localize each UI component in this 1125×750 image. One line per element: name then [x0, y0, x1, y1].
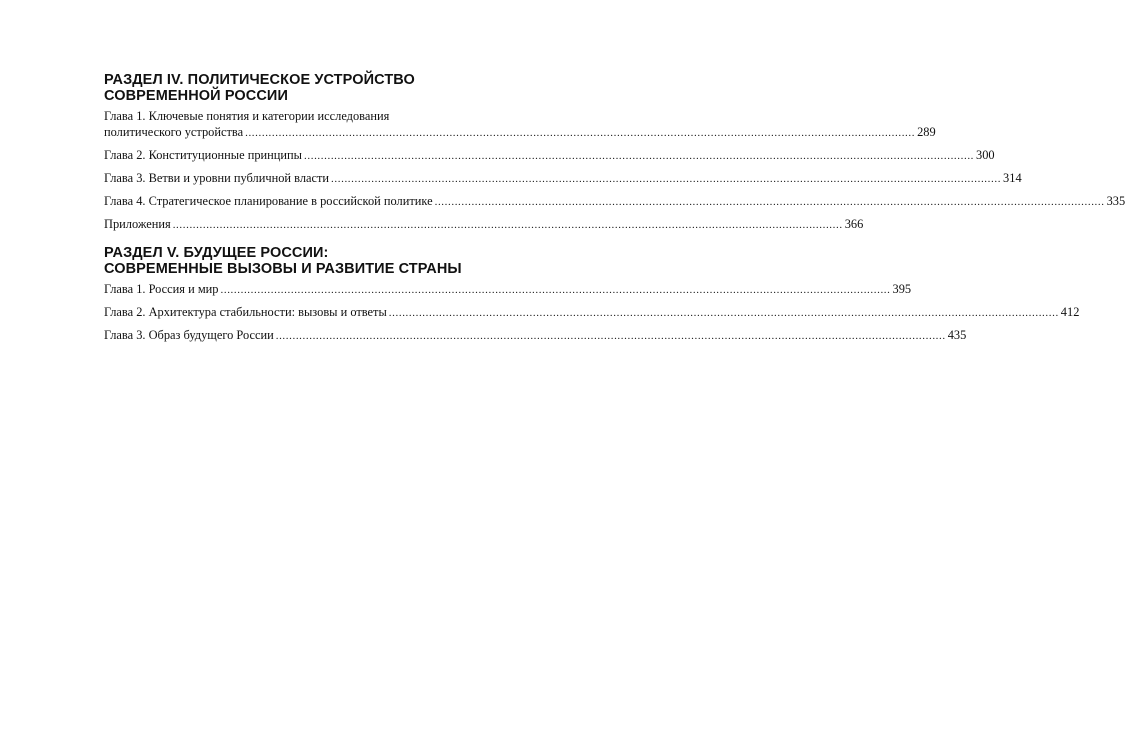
- toc-entry-line: [104, 304, 1080, 321]
- toc-entry[interactable]: [104, 147, 995, 164]
- toc-entry[interactable]: [104, 193, 1125, 210]
- dot-leader: ........................................................................................................................................................................................................: [172, 219, 843, 231]
- toc-entry-line: [104, 327, 967, 344]
- dot-leader: ........................................................................................................................................................................................................: [331, 173, 1002, 185]
- toc-entry-title: Глава 4. Стратегическое планирование в российской политике: [104, 194, 433, 208]
- toc-entry-title: Глава 2. Архитектура стабильности: вызовы и ответы: [104, 305, 387, 319]
- section-heading-line: СОВРЕМЕННЫЕ ВЫЗОВЫ И РАЗВИТИЕ СТРАНЫ: [104, 261, 462, 277]
- toc-entry[interactable]: [104, 216, 864, 233]
- page-number: 412: [1060, 305, 1080, 319]
- toc-entry[interactable]: [104, 304, 1080, 321]
- dot-leader: ........................................................................................................................................................................................................: [434, 196, 1105, 208]
- page-number: 435: [947, 328, 967, 342]
- toc-entry-line: [104, 281, 912, 298]
- toc-entry[interactable]: [104, 327, 967, 344]
- toc-entry-line: [104, 108, 528, 124]
- toc-entry-line: [104, 124, 936, 141]
- toc-section: [104, 72, 1125, 233]
- toc-entry-title: Глава 1. Россия и мир: [104, 282, 219, 296]
- toc-entry-title: Глава 2. Конституционные принципы: [104, 148, 303, 162]
- toc-entry[interactable]: [104, 170, 1022, 187]
- toc-entry[interactable]: [104, 281, 912, 298]
- page-number: 314: [1003, 171, 1022, 185]
- dot-leader: ........................................................................................................................................................................................................: [388, 307, 1059, 319]
- toc-entry-line: [104, 170, 1022, 187]
- page-number: 395: [892, 282, 912, 296]
- toc-entry-line: [104, 147, 995, 164]
- page-number: 289: [917, 125, 936, 139]
- toc-entry-title: политического устройства: [104, 125, 244, 139]
- toc-entry-title: Глава 1. Ключевые понятия и категории исследования: [104, 109, 390, 123]
- table-of-contents: [104, 72, 1125, 356]
- page-number: 335: [1106, 194, 1125, 208]
- section-heading-line: РАЗДЕЛ V. БУДУЩЕЕ РОССИИ:: [104, 245, 329, 261]
- toc-entry-line: [104, 216, 864, 233]
- dot-leader: ........................................................................................................................................................................................................: [304, 150, 975, 162]
- section-heading-line: РАЗДЕЛ IV. ПОЛИТИЧЕСКОЕ УСТРОЙСТВО: [104, 72, 415, 88]
- toc-entry-title: Глава 3. Ветви и уровни публичной власти: [104, 171, 330, 185]
- dot-leader: ........................................................................................................................................................................................................: [245, 127, 916, 139]
- toc-entry-line: [104, 193, 1125, 210]
- section-heading: [104, 72, 528, 104]
- toc-entry-title: Приложения: [104, 217, 171, 231]
- page-number: 366: [844, 217, 864, 231]
- toc-section: [104, 245, 1080, 344]
- section-heading-line: СОВРЕМЕННОЙ РОССИИ: [104, 88, 288, 104]
- toc-entry-title: Глава 3. Образ будущего России: [104, 328, 274, 342]
- dot-leader: ........................................................................................................................................................................................................: [275, 330, 946, 342]
- dot-leader: ........................................................................................................................................................................................................: [220, 284, 891, 296]
- toc-entry[interactable]: [104, 108, 936, 141]
- section-heading: [104, 245, 528, 277]
- page-number: 300: [976, 148, 995, 162]
